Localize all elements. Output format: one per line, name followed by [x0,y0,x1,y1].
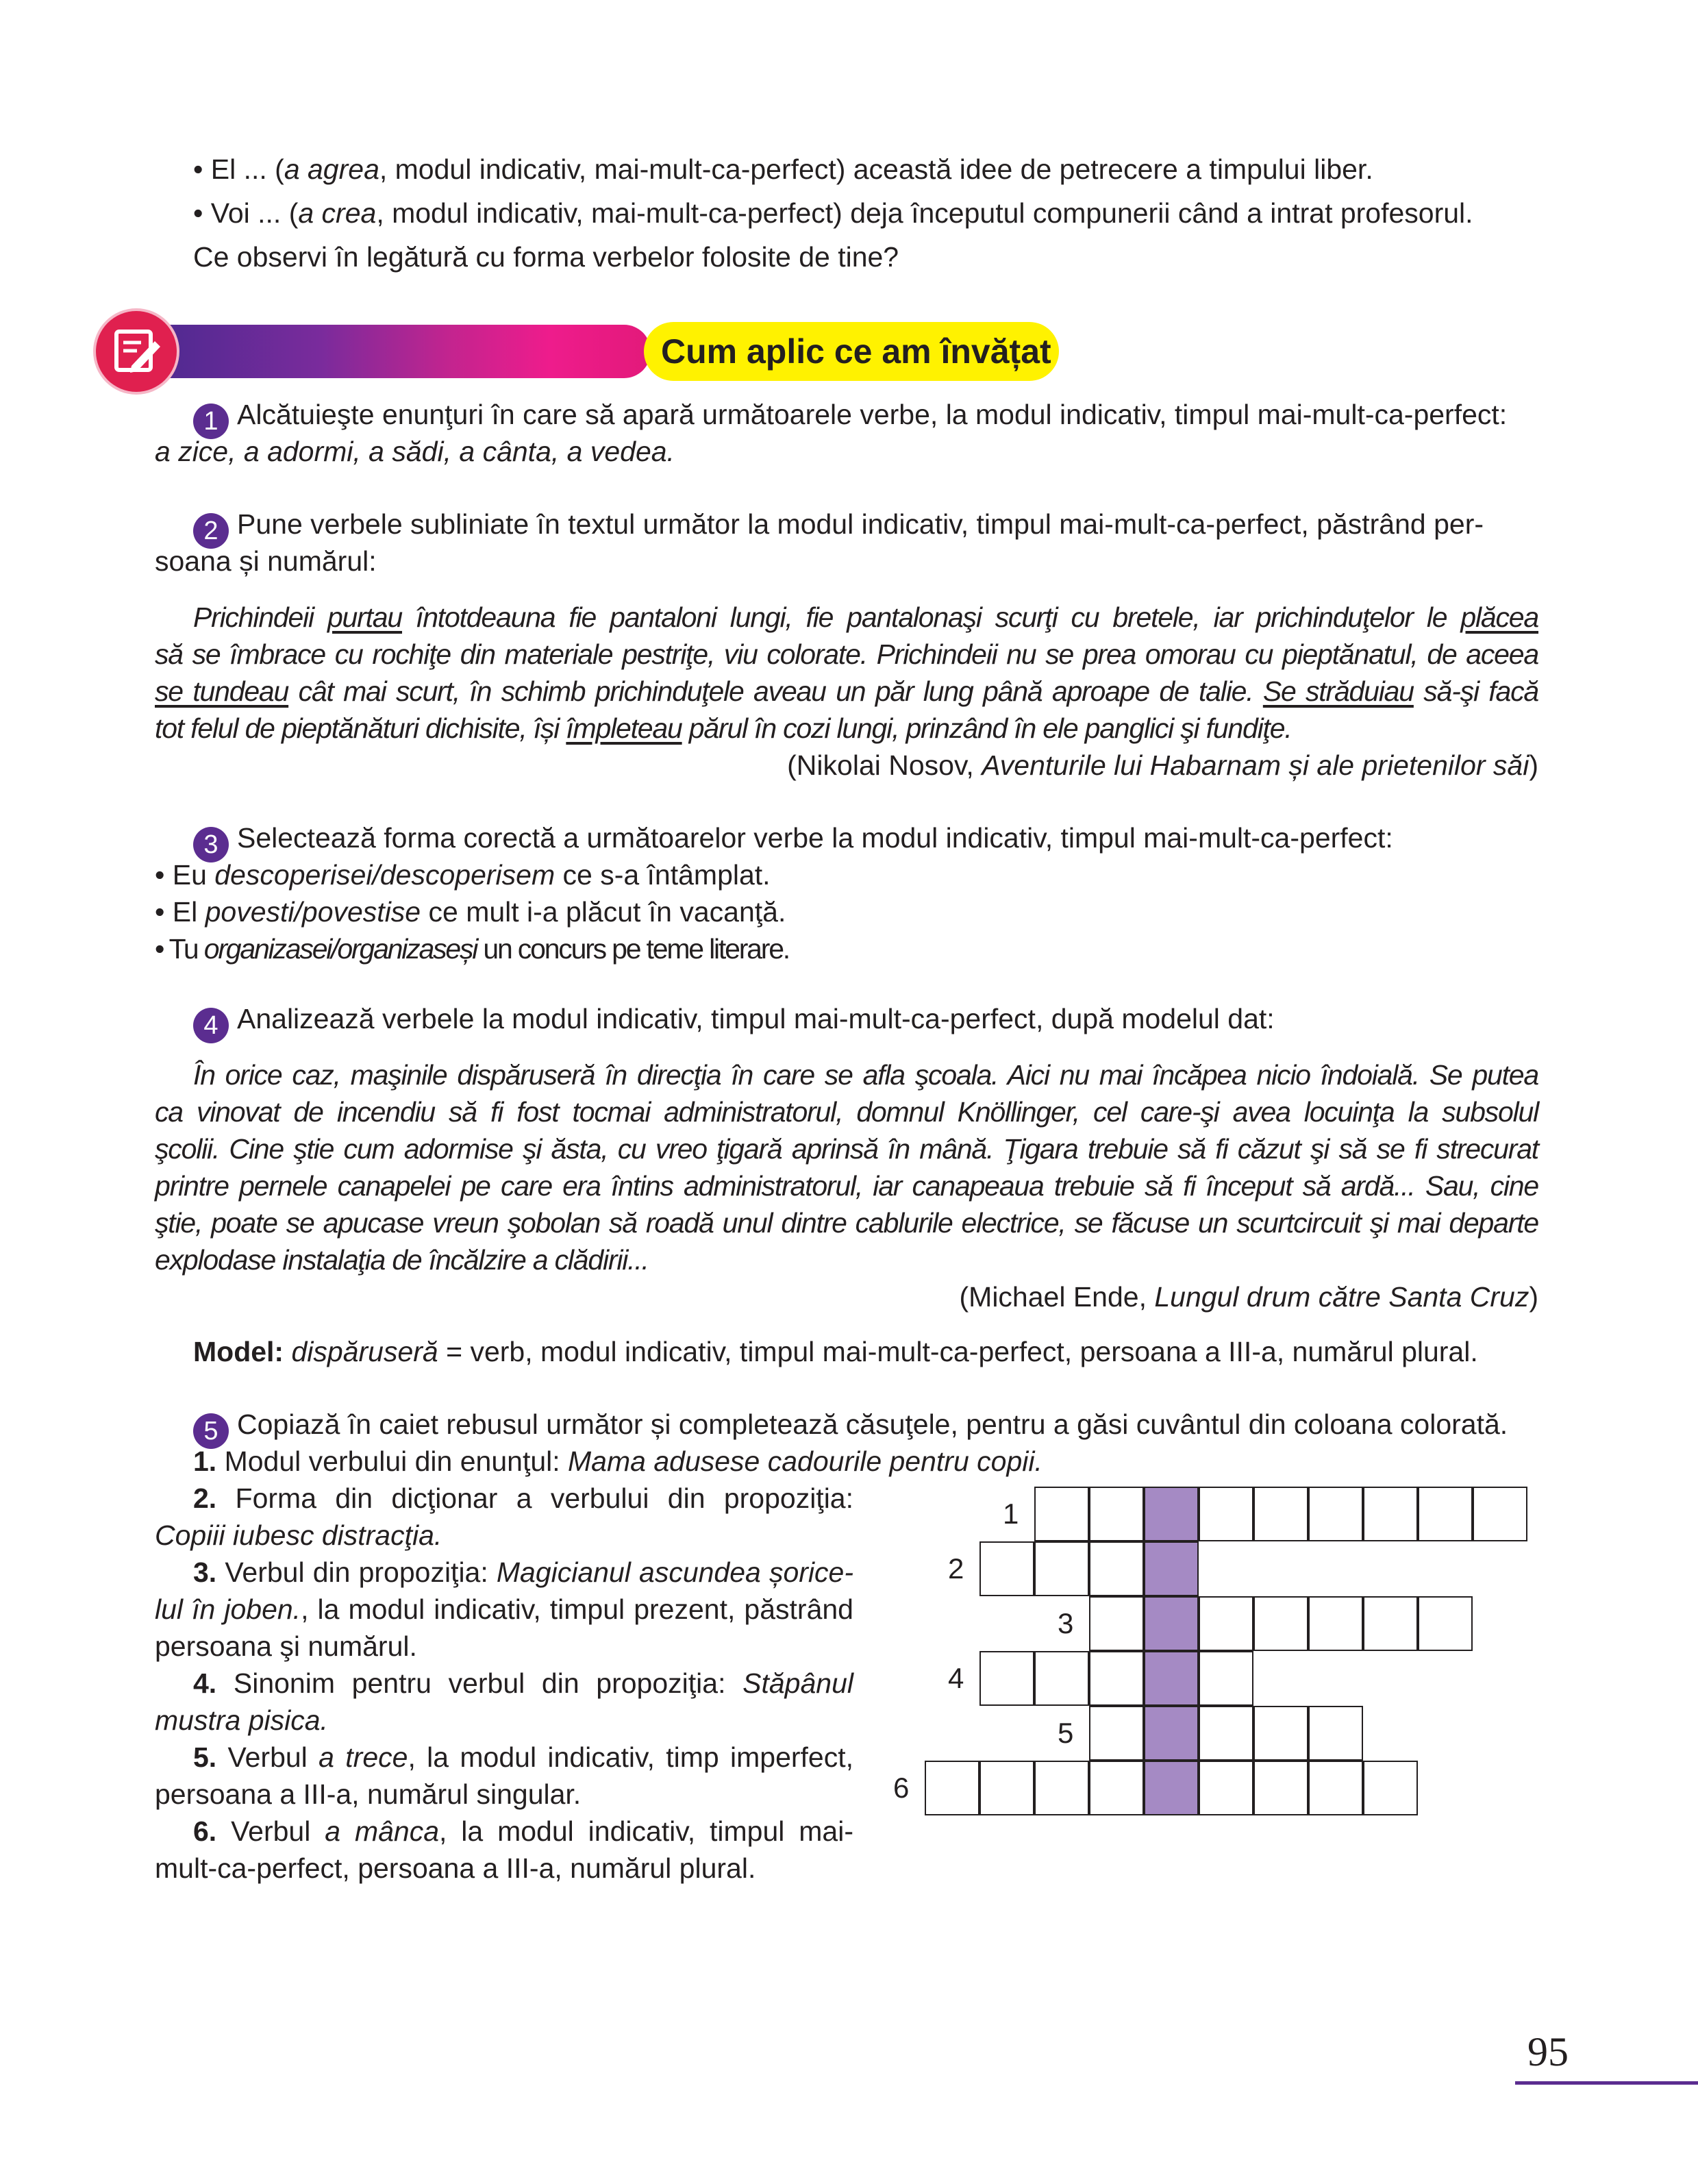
bullet-agrea: • El ... (a agrea, modul indicativ, mai-mult-ca-perfect) această idee de petrecere a timpului liber. [193,153,1373,185]
exercise-1-verbs: a zice, a adormi, a sădi, a cânta, a vedea. [155,436,675,467]
exercise-3-item: • Tu organizasei/organizaseși un concurs pe teme literare. [155,933,789,965]
header-gradient-bar [144,325,651,378]
crossword-cell-highlighted[interactable] [1144,1761,1199,1815]
crossword-cell[interactable] [1199,1596,1253,1651]
page-number: 95 [1527,2029,1569,2074]
clue-5: 5. Verbul a trece, la modul indicativ, timp imperfect, [193,1741,854,1773]
passage-line: În orice caz, maşinile dispăruseră în direcţia în care se afla şcoala. Aici nu mai încăpea nicio îndoială. Se putea [193,1059,1538,1091]
passage-line: şcolii. Cine ştie cum adormise şi ăsta, cu vreo ţigară aprinsă în mână. Ţigara trebuie să fi căzut şi să se fi strecurat [155,1133,1538,1165]
crossword-cell[interactable] [1199,1761,1253,1815]
page-number-rule [1515,2081,1698,2085]
crossword-cell[interactable] [1308,1487,1363,1541]
crossword-cell[interactable] [1253,1596,1308,1651]
exercise-4-instruction: 4 Analizează verbele la modul indicativ, timpul mai-mult-ca-perfect, după modelul dat: [155,1000,1577,1043]
clue-6-cont: mult-ca-perfect, persoana a III-a, numărul plural. [155,1852,756,1884]
passage-line: Prichindeii purtau întotdeauna fie pantaloni lungi, fie pantalonaşi scurţi cu bretele, iar prichinduţelor le plăcea [193,601,1539,633]
clue-2-sentence: Copiii iubesc distracţia. [155,1519,442,1551]
passage-source-nosov: (Nikolai Nosov, Aventurile lui Habarnam și ale prietenilor săi) [787,749,1538,781]
passage-line: se tundeau cât mai scurt, în schimb prichinduţele aveau un păr lung până aproape de talie. Se străduiau să-şi facă [155,675,1538,707]
crossword-cell[interactable] [1308,1596,1363,1651]
model-line: Model: dispăruseră = verb, modul indicativ, timpul mai-mult-ca-perfect, persoana a III-a, numărul plural. [193,1336,1478,1367]
section-header [103,322,1051,381]
crossword-row-number: 1 [1003,1498,1019,1530]
crossword-cell[interactable] [1199,1706,1253,1761]
exercise-2-instruction: 2 Pune verbele subliniate în textul următor la modul indicativ, timpul mai-mult-ca-perfect, păstrând per- [155,506,1577,549]
exercise-1-instruction: 1 Alcătuieşte enunţuri în care să apară următoarele verbe, la modul indicativ, timpul mai-mult-ca-perfect: [155,396,1577,439]
exercise-5-number: 5 [193,1413,229,1449]
clue-6: 6. Verbul a mânca, la modul indicativ, timpul mai- [193,1815,853,1847]
crossword-cell[interactable] [979,1541,1034,1596]
crossword-row-number: 2 [948,1552,964,1585]
crossword-cell[interactable] [1089,1761,1144,1815]
crossword-cell[interactable] [979,1651,1034,1706]
exercise-3-item: • Eu descoperisei/descoperisem ce s-a întâmplat. [155,859,771,891]
crossword-cell-highlighted[interactable] [1144,1541,1199,1596]
crossword-cell[interactable] [1418,1487,1473,1541]
crossword-cell[interactable] [1253,1706,1308,1761]
crossword-cell[interactable] [1308,1761,1363,1815]
exercise-3-number: 3 [193,827,229,863]
crossword-cell[interactable] [1253,1487,1308,1541]
exercise-3-item: • El povesti/povestise ce mult i-a plăcut în vacanţă. [155,896,786,928]
crossword-cell[interactable] [1089,1706,1144,1761]
crossword-cell[interactable] [1253,1761,1308,1815]
crossword-cell[interactable] [1473,1487,1527,1541]
exercise-2-instruction-cont: soana și numărul: [155,545,377,577]
crossword-row-number: 3 [1058,1607,1074,1639]
exercise-5-instruction: 5 Copiază în caiet rebusul următor și completează căsuţele, pentru a găsi cuvântul din coloana colorată. [155,1406,1577,1449]
crossword-row-number: 5 [1058,1717,1074,1749]
clue-5-cont: persoana a III-a, numărul singular. [155,1778,582,1810]
exercise-2-number: 2 [193,513,229,549]
crossword-cell[interactable] [1363,1761,1418,1815]
passage-source-ende: (Michael Ende, Lungul drum către Santa Cruz) [959,1281,1538,1313]
exercise-3-instruction: 3 Selectează forma corectă a următoarelor verbe la modul indicativ, timpul mai-mult-ca-perfect: [155,819,1577,863]
passage-line: tot felul de pieptănături dichisite, își împleteau părul în cozi lungi, prinzând în ele panglici şi fundiţe. [155,712,1292,744]
crossword-cell[interactable] [1363,1596,1418,1651]
crossword-cell[interactable] [1089,1596,1144,1651]
exercise-2-passage [155,599,1538,747]
section-title: Cum aplic ce am învățat [661,332,1051,371]
passage-line: să se îmbrace cu rochiţe din materiale pestriţe, viu colorate. Prichindeii nu se prea omorau cu pieptănatul, de aceea [155,638,1538,670]
clue-4-sentence: mustra pisica. [155,1704,328,1736]
passage-line: printre pernele canapelei pe care era întins administratorul, iar canapeaua trebuie să fi început să ardă... Sau, cine [155,1170,1538,1202]
exercise-4-passage [155,1056,1538,1278]
crossword-cell[interactable] [1363,1487,1418,1541]
crossword-cell[interactable] [1418,1596,1473,1651]
question-text: Ce observi în legătură cu forma verbelor folosite de tine? [193,241,899,273]
crossword-row-number: 6 [893,1772,910,1804]
crossword-clues [155,1480,853,1887]
clue-1: 1. Modul verbului din enunţul: Mama adusese cadourile pentru copii. [193,1445,1042,1477]
pencil-notepad-icon [96,311,177,392]
clue-3: 3. Verbul din propoziţia: Magicianul ascundea șorice- [193,1556,853,1588]
crossword-cell-highlighted[interactable] [1144,1706,1199,1761]
crossword-cell-highlighted[interactable] [1144,1596,1199,1651]
crossword-cell[interactable] [1308,1706,1363,1761]
crossword-cell[interactable] [1034,1541,1089,1596]
bullet-crea: • Voi ... (a crea, modul indicativ, mai-mult-ca-perfect) deja începutul compunerii când a intrat profesorul. [193,197,1473,229]
crossword-cell[interactable] [1034,1651,1089,1706]
crossword-grid [893,1487,1541,1822]
exercise-1-number: 1 [193,404,229,439]
crossword-cell[interactable] [1199,1487,1253,1541]
clue-4: 4. Sinonim pentru verbul din propoziţia: Stăpânul [193,1667,853,1699]
clue-3-end: persoana şi numărul. [155,1630,417,1662]
crossword-cell[interactable] [1034,1761,1089,1815]
passage-line: ca vinovat de incendiu să fi fost tocmai administratorul, domnul Knöllinger, cel care-şi avea locuinţa la subsolul [155,1096,1538,1128]
crossword-cell[interactable] [979,1761,1034,1815]
clue-2: 2. Forma din dicţionar a verbului din propoziţia: [193,1482,853,1514]
crossword-cell[interactable] [1089,1651,1144,1706]
exercise-4-number: 4 [193,1008,229,1043]
crossword-cell[interactable] [1199,1651,1253,1706]
crossword-cell-highlighted[interactable] [1144,1651,1199,1706]
crossword-row-number: 4 [948,1662,964,1694]
crossword-cell[interactable] [925,1761,979,1815]
crossword-cell[interactable] [1034,1487,1089,1541]
passage-line: explodase instalaţia de încălzire a clădirii... [155,1244,649,1276]
passage-line: ştie, poate se apucase vreun şobolan să roadă unul dintre cablurile electrice, se făcuse un scurtcircuit şi mai departe [155,1207,1538,1239]
crossword-cell[interactable] [1089,1487,1144,1541]
crossword-cell[interactable] [1089,1541,1144,1596]
crossword-cell-highlighted[interactable] [1144,1487,1199,1541]
clue-3-cont: lul în joben., la modul indicativ, timpul prezent, păstrând [155,1593,853,1625]
